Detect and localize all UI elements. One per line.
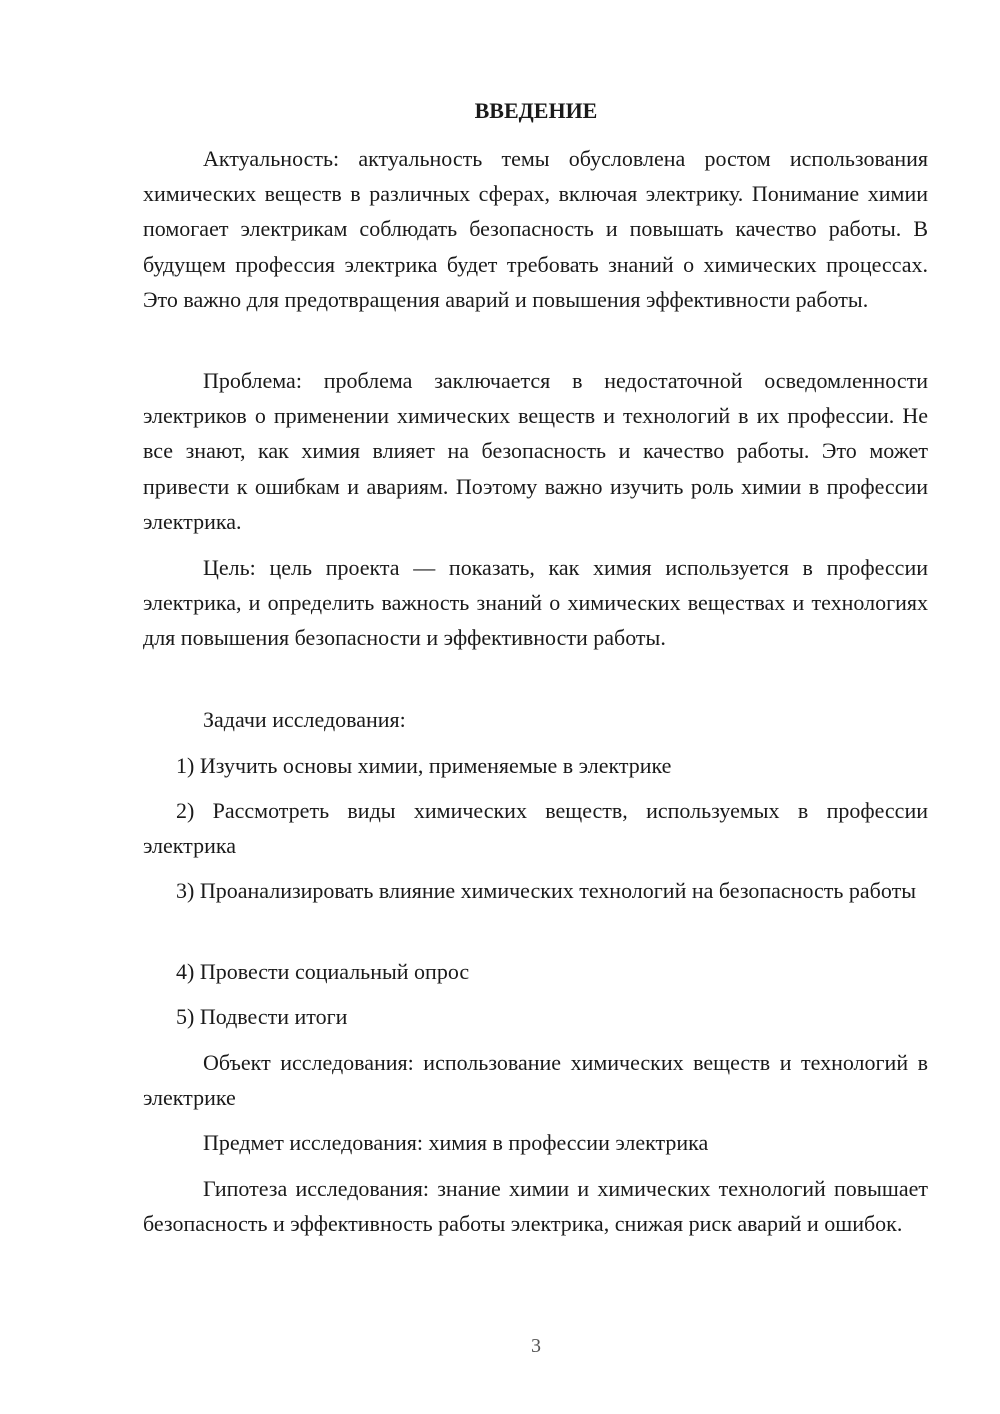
paragraph-object: Объект исследования: использование химических веществ и технологий в электрике	[143, 1050, 928, 1111]
paragraph-subject: Предмет исследования: химия в профессии электрика	[203, 1130, 709, 1155]
section-heading: ВВЕДЕНИЕ	[474, 98, 598, 123]
paragraph-relevance: Актуальность: актуальность темы обусловлена ростом использования химических веществ в различных сферах, включая электрику. Понимание химии помогает электрикам соблюдать безопасность и повышать качество работы. В будущем профессия электрика будет требовать знаний о химических процессах. Это важно для предотвращения аварий и повышения эффективности работы.	[143, 146, 928, 312]
paragraph-hypothesis: Гипотеза исследования: знание химии и химических технологий повышает безопасность и эффективность работы электрика, снижая риск аварий и ошибок.	[143, 1176, 928, 1237]
task-item-2: 2) Рассмотреть виды химических веществ, используемых в профессии электрика	[143, 798, 928, 859]
task-item-3: 3) Проанализировать влияние химических технологий на безопасность работы	[176, 878, 916, 903]
paragraph-goal: Цель: цель проекта — показать, как химия используется в профессии электрика, и определить важность знаний о химических веществах и технологиях для повышения безопасности и эффективности работы.	[143, 555, 928, 651]
paragraph-problem: Проблема: проблема заключается в недостаточной осведомленности электриков о применении химических веществ и технологий в их профессии. Не все знают, как химия влияет на безопасность и качество работы. Это может привести к ошибкам и авариям. Поэтому важно изучить роль химии в профессии электрика.	[143, 368, 928, 534]
task-item-1: 1) Изучить основы химии, применяемые в электрике	[176, 753, 672, 778]
task-item-5: 5) Подвести итоги	[176, 1004, 348, 1029]
page-number: 3	[531, 1335, 541, 1357]
tasks-title: Задачи исследования:	[203, 707, 406, 732]
task-item-4: 4) Провести социальный опрос	[176, 959, 470, 984]
